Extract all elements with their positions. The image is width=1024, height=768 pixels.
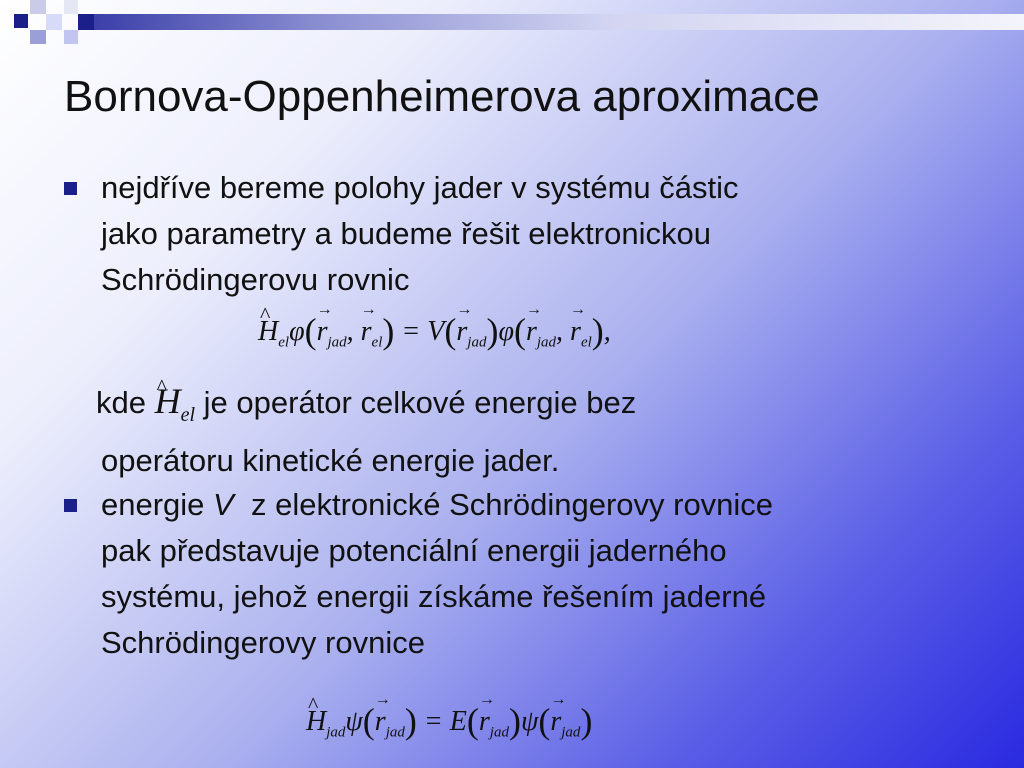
subscript-el: el [371, 334, 383, 351]
equals-sign: = [401, 316, 421, 347]
r-vector: → r [550, 706, 561, 738]
subscript-jad: jad [385, 724, 405, 741]
bullet-1 [60, 165, 990, 303]
bullet-1-line-2: jako parametry a budeme řešit elektronickou [101, 216, 711, 251]
bullet-1-line-3: Schrödingerovu rovnic [101, 262, 410, 297]
bullet-2-line-1-rest: z elektronické Schrödingerovy rovnice [250, 487, 774, 522]
r-vector: → r [479, 706, 490, 738]
slide-title: Bornova-Oppenheimerova aproximace [64, 72, 820, 121]
equals-sign: = [423, 706, 443, 737]
subscript-jad: jad [561, 724, 581, 741]
subscript-el: el [580, 334, 592, 351]
bullet-2-line-3: systému, jehož energii získáme řešením jaderné [101, 579, 767, 614]
phi-symbol: φ [498, 316, 514, 347]
deco-square [14, 14, 28, 28]
subscript-el: el [278, 334, 290, 351]
bullet-square-icon [64, 182, 77, 195]
paren-close: ) [591, 311, 604, 351]
e-symbol: E [449, 706, 467, 737]
paren-close: ) [580, 701, 593, 741]
paren-open: ( [538, 701, 551, 741]
subscript-jad: jad [326, 724, 346, 741]
paren-open: ( [444, 311, 457, 351]
hamiltonian-symbol: ^ H [155, 378, 181, 424]
deco-square [46, 14, 62, 30]
v-symbol: V [213, 487, 234, 522]
kde-line-2: operátoru kinetické energie jader. [101, 443, 560, 479]
operator-explanation [96, 378, 976, 484]
psi-symbol: ψ [520, 706, 539, 737]
paren-close: ) [382, 311, 395, 351]
comma: , [556, 316, 564, 347]
bullet-2-line-1 [101, 482, 990, 528]
bullet-2-line-2: pak představuje potenciální energii jaderného [101, 533, 727, 568]
inline-hamiltonian [154, 381, 196, 427]
r-vector: → r [317, 316, 328, 348]
psi-symbol: ψ [345, 706, 363, 737]
r-vector: → r [361, 316, 372, 348]
subscript-el: el [180, 404, 196, 427]
subscript-jad: jad [536, 334, 557, 351]
r-vector: → r [375, 706, 386, 738]
deco-square [64, 0, 78, 14]
comma: , [346, 316, 354, 347]
kde-word: kde [96, 385, 146, 420]
energie-word: energie [101, 487, 205, 522]
paren-close: ) [404, 701, 417, 741]
deco-square [30, 0, 46, 14]
paren-open: ( [513, 311, 526, 351]
deco-square [78, 14, 94, 30]
bullet-square-icon [64, 499, 77, 512]
subscript-jad: jad [489, 724, 509, 741]
electronic-schrodinger-equation [258, 310, 611, 352]
nuclear-schrodinger-equation [306, 700, 592, 742]
r-vector: → r [456, 316, 467, 348]
paren-open: ( [466, 701, 479, 741]
subscript-jad: jad [467, 334, 487, 351]
decorative-header-band [0, 0, 1024, 50]
r-vector: → r [570, 316, 581, 348]
paren-close: ) [508, 701, 521, 741]
hamiltonian-symbol: ^ H [306, 706, 326, 738]
paren-open: ( [304, 311, 317, 351]
bullet-2 [60, 482, 990, 666]
deco-header-gradient [94, 14, 1024, 30]
comma: , [603, 316, 611, 347]
deco-square [64, 30, 78, 44]
r-vector: → r [526, 316, 537, 348]
kde-line-1-rest: je operátor celkové energie bez [203, 385, 637, 420]
subscript-jad: jad [327, 334, 347, 351]
phi-symbol: φ [289, 316, 305, 347]
deco-square [30, 30, 46, 44]
bullet-1-line-1: nejdříve bereme polohy jader v systému částic [101, 170, 739, 205]
bullet-2-line-4: Schrödingerovy rovnice [101, 625, 425, 660]
v-symbol: V [427, 316, 445, 347]
paren-open: ( [362, 701, 375, 741]
hamiltonian-symbol: ^ H [258, 316, 278, 348]
paren-close: ) [486, 311, 499, 351]
